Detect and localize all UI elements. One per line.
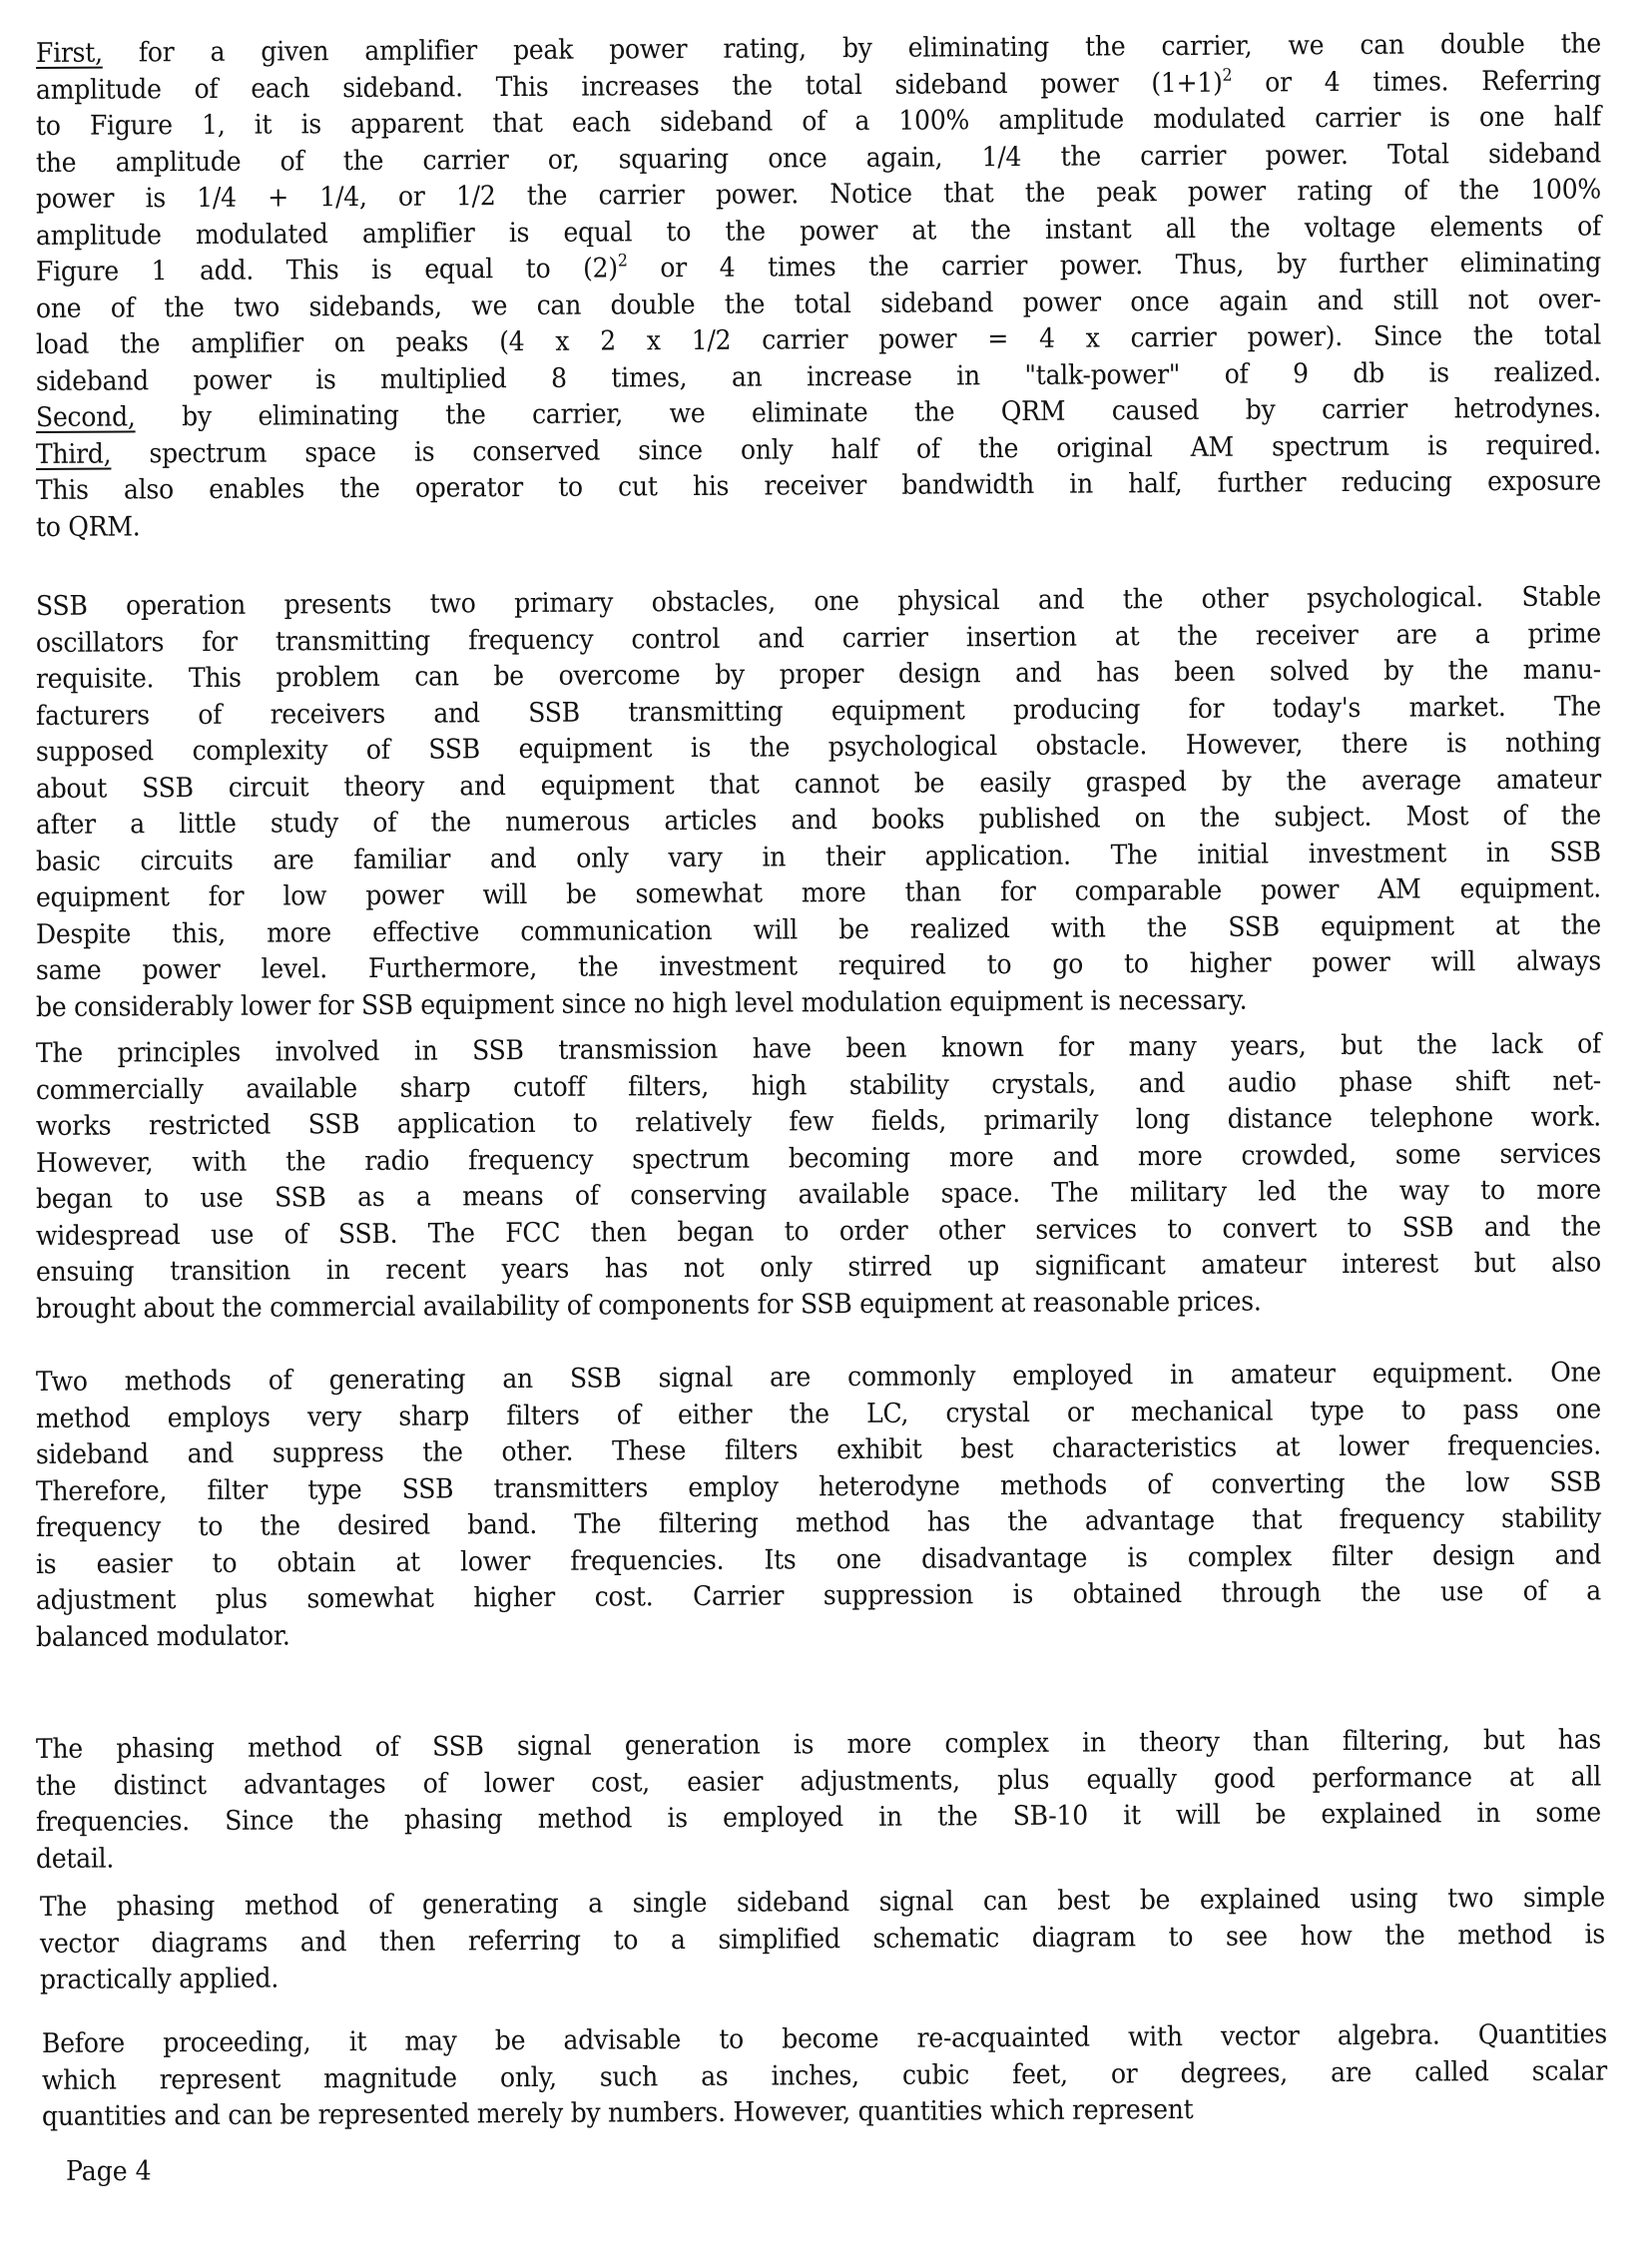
- line-text: commercially available sharp cutoff filters, high stability crystals, and audio phase shift net-: [35, 1064, 1602, 1106]
- line-text-continued: or 4 times the carrier power. Thus, by further eliminating: [627, 247, 1602, 284]
- line-text: detail.: [35, 1843, 115, 1875]
- paragraph-vector-diagrams: [39, 1882, 1606, 1999]
- line-text: requisite. This problem can be overcome by proper design and has been solved by the manu-: [35, 654, 1602, 695]
- page-number: Page 4: [66, 2156, 152, 2187]
- line-text: which represent magnitude only, such as inches, cubic feet, or degrees, are called scalar: [41, 2054, 1608, 2096]
- line-text: frequencies. Since the phasing method is employed in the SB-10 it will be explained in some: [35, 1797, 1602, 1838]
- line-text: SSB operation presents two primary obstacles, one physical and the other psychological. Stable: [35, 581, 1602, 622]
- line-text: This also enables the operator to cut his receiver bandwidth in half, further reducing exposure: [35, 465, 1602, 506]
- line-text: vector diagrams and then referring to a simplified schematic diagram to see how the method is: [39, 1918, 1606, 1960]
- line-text: ensuing transition in recent years has not only stirred up significant amateur interest but also: [35, 1247, 1602, 1288]
- line-text: supposed complexity of SSB equipment is the psychological obstacle. However, there is nothing: [35, 727, 1602, 768]
- line-text-continued: or 4 times. Referring: [1232, 64, 1602, 99]
- line-text: amplitude modulated amplifier is equal to the power at the instant all the voltage elements of: [35, 210, 1602, 252]
- line-text: by eliminating the carrier, we eliminate the QRM caused by carrier hetrodynes.: [135, 392, 1602, 433]
- paragraph-ssb-advantages: [35, 28, 1602, 546]
- line-text: sideband power is multiplied 8 times, an increase in "talk-power" of 9 db is realized.: [35, 355, 1602, 397]
- line-text: The phasing method of SSB signal generation is more complex in theory than filtering, but has: [35, 1724, 1602, 1765]
- superscript-exponent: 2: [1222, 65, 1233, 86]
- line-text: power is 1/4 + 1/4, or 1/2 the carrier power. Notice that the peak power rating of the 100%: [35, 174, 1602, 215]
- line-text: load the amplifier on peaks (4 x 2 x 1/2 carrier power = 4 x carrier power). Since the total: [35, 319, 1602, 360]
- line-text: to QRM.: [35, 510, 141, 543]
- line-text: is easier to obtain at lower frequencies. Its one disadvantage is complex filter design and: [35, 1538, 1602, 1580]
- line-text: brought about the commercial availability of components for SSB equipment at reasonable prices.: [35, 1286, 1262, 1325]
- line-text: the distinct advantages of lower cost, easier adjustments, plus equally good performance at all: [35, 1760, 1602, 1802]
- line-text: Figure 1 add. This is equal to (2): [35, 253, 618, 287]
- line-text: frequency to the desired band. The filtering method has the advantage that frequency stability: [35, 1502, 1602, 1543]
- superscript-exponent: 2: [617, 251, 628, 272]
- line-text: practically applied.: [39, 1963, 279, 1995]
- line-text: after a little study of the numerous articles and books published on the subject. Most of the: [35, 800, 1602, 841]
- underlined-lead-word: First,: [35, 37, 103, 69]
- line-text: equipment for low power will be somewhat more than for comparable power AM equipment.: [35, 872, 1602, 913]
- line-text: Therefore, filter type SSB transmitters employ heterodyne methods of converting the low SSB: [35, 1465, 1602, 1507]
- line-text: amplitude of each sideband. This increases the total sideband power (1+1): [35, 67, 1223, 106]
- line-text: The principles involved in SSB transmission have been known for many years, but the lack of: [35, 1028, 1602, 1069]
- line-text: However, with the radio frequency spectrum becoming more and more crowded, some services: [35, 1137, 1602, 1179]
- underlined-lead-word: Third,: [35, 438, 112, 470]
- paragraph-filter-method: [35, 1357, 1602, 1656]
- line-text: method employs very sharp filters of either the LC, crystal or mechanical type to pass one: [35, 1393, 1602, 1434]
- line-text: The phasing method of generating a single sideband signal can best be explained using two simple: [39, 1882, 1606, 1923]
- line-text: the amplitude of the carrier or, squaring once again, 1/4 the carrier power. Total sideband: [35, 137, 1602, 179]
- line-text: adjustment plus somewhat higher cost. Carrier suppression is obtained through the use of a: [35, 1575, 1602, 1616]
- line-text: to Figure 1, it is apparent that each sideband of a 100% amplitude modulated carrier is one half: [35, 101, 1602, 142]
- line-text: same power level. Furthermore, the investment required to go to higher power will always: [35, 945, 1602, 986]
- underlined-lead-word: Second,: [35, 401, 136, 433]
- line-text: sideband and suppress the other. These filters exhibit best characteristics at lower frequencies.: [35, 1429, 1602, 1470]
- line-text: began to use SSB as a means of conserving available space. The military led the way to more: [35, 1174, 1602, 1215]
- line-text: for a given amplifier peak power rating, by eliminating the carrier, we can double the: [102, 28, 1602, 69]
- paragraph-vector-algebra: [41, 2018, 1608, 2136]
- line-text: facturers of receivers and SSB transmitting equipment producing for today's market. The: [35, 690, 1602, 732]
- line-text: widespread use of SSB. The FCC then began to order other services to convert to SSB and the: [35, 1210, 1602, 1252]
- line-text: Despite this, more effective communication will be realized with the SSB equipment at the: [35, 908, 1602, 950]
- line-text: works restricted SSB application to relatively few fields, primarily long distance telephone work.: [35, 1101, 1602, 1142]
- paragraph-ssb-history: [35, 1028, 1602, 1328]
- line-text: oscillators for transmitting frequency control and carrier insertion at the receiver are a prime: [35, 617, 1602, 659]
- line-text: balanced modulator.: [35, 1619, 290, 1653]
- paragraph-phasing-method: [35, 1724, 1602, 1878]
- line-text: Before proceeding, it may be advisable to become re-acquainted with vector algebra. Quantities: [41, 2018, 1608, 2059]
- line-text: basic circuits are familiar and only vary in their application. The initial investment in SSB: [35, 836, 1602, 877]
- line-text: quantities and can be represented merely by numbers. However, quantities which represent: [41, 2093, 1194, 2132]
- line-text: be considerably lower for SSB equipment since no high level modulation equipment is necessary.: [35, 984, 1248, 1023]
- line-text: spectrum space is conserved since only half of the original AM spectrum is required.: [111, 428, 1602, 470]
- paragraph-ssb-obstacles: [35, 581, 1602, 1026]
- line-text: about SSB circuit theory and equipment that cannot be easily grasped by the average amateur: [35, 763, 1602, 805]
- line-text: one of the two sidebands, we can double the total sideband power once again and still not over-: [35, 283, 1602, 324]
- line-text: Two methods of generating an SSB signal are commonly employed in amateur equipment. One: [35, 1357, 1602, 1398]
